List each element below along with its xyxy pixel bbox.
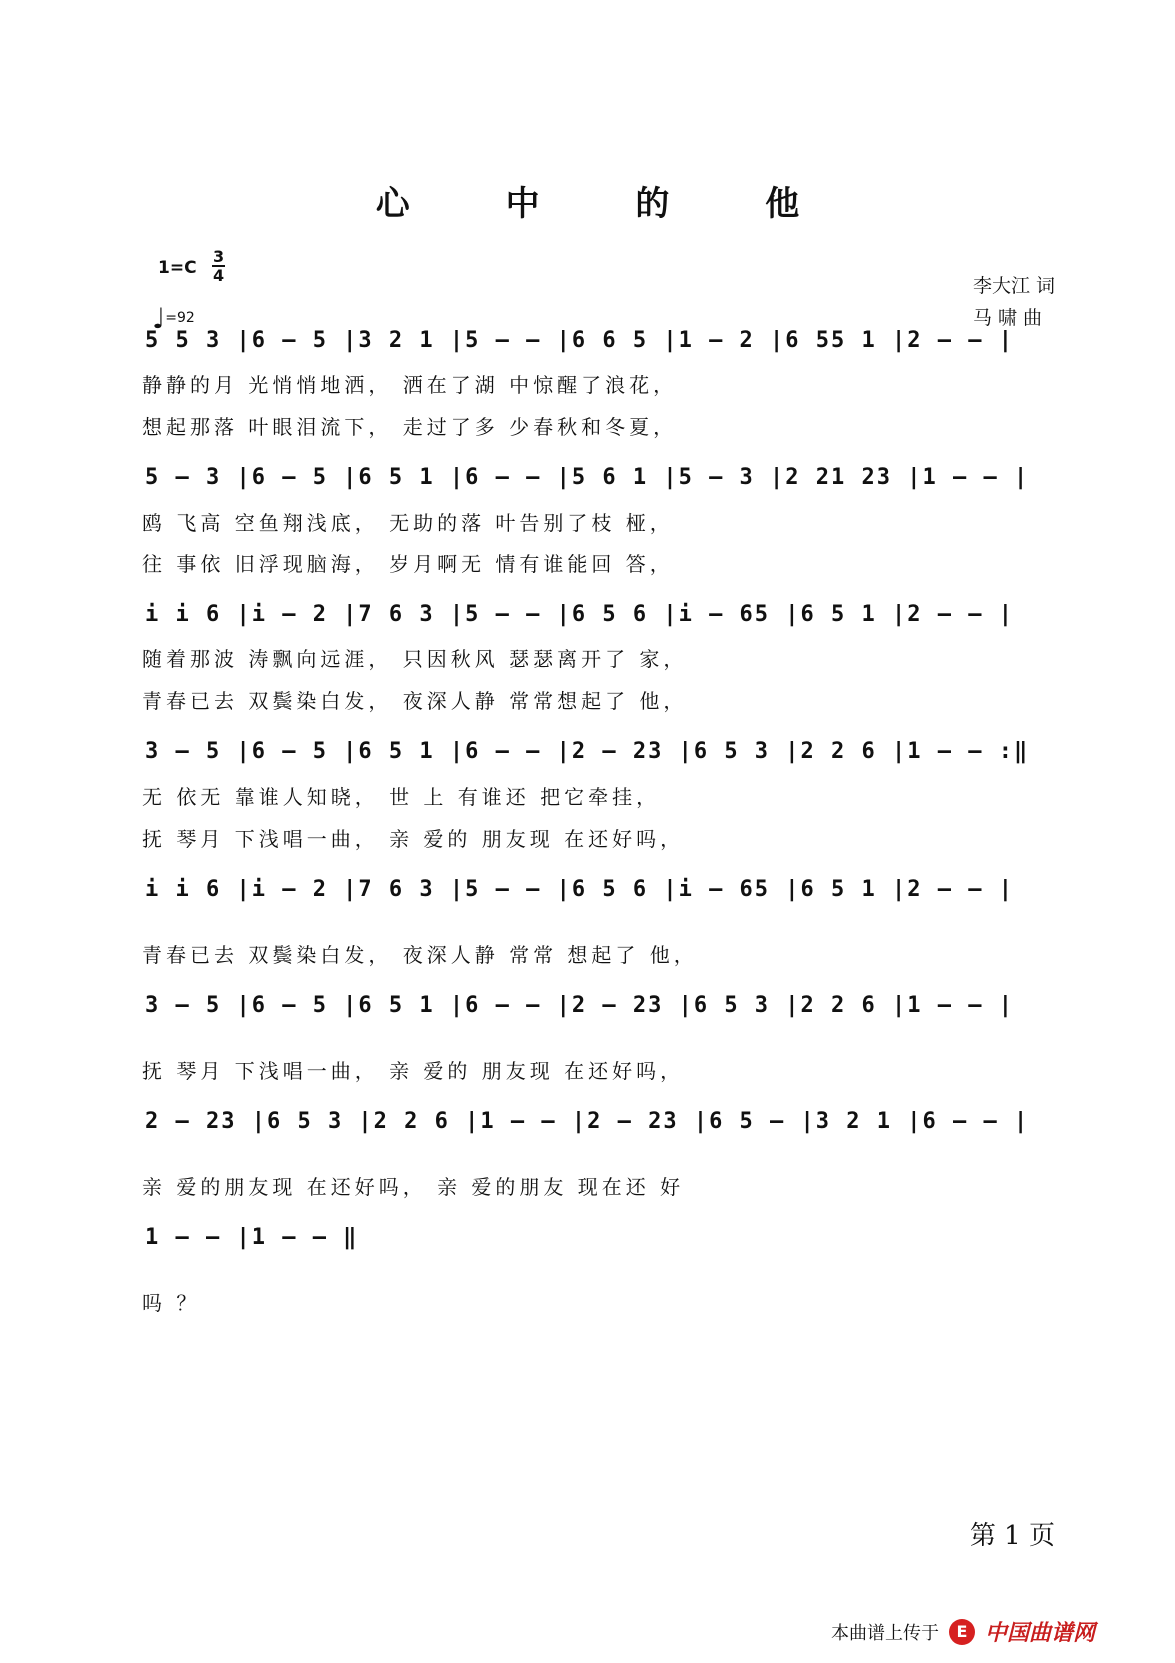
composer: 马 啸 曲 [972,307,1043,329]
notation-line: 3 – 5 |6 – 5 |6 5 1 |6 – – |2 – 23 |6 5 3 |2 2 6 |1 – – :‖ [145,739,1030,764]
time-signature-bottom: 4 [213,266,225,285]
lyric-line: 静静的月 光悄悄地洒， 洒在了湖 中惊醒了浪花， [142,373,678,397]
page-number: 第 1 页 [969,1521,1055,1551]
site-logo-text: 中国曲谱网 [984,1621,1095,1646]
tempo-value: =92 [165,310,195,326]
lyric-line: 抚 琴月 下浅唱一曲， 亲 爱的 朋友现 在还好吗， [142,827,685,851]
lyric-line: 无 依无 靠谁人知晓， 世 上 有谁还 把它牵挂， [142,785,661,809]
lyric-line: 随着那波 涛飘向远涯， 只因秋风 瑟瑟离开了 家， [142,647,688,671]
lyric-line: 抚 琴月 下浅唱一曲， 亲 爱的 朋友现 在还好吗， [142,1059,685,1083]
time-signature-top: 3 [213,247,225,266]
notation-line: i i 6 |i – 2 |7 6 3 |5 – – |6 5 6 |i – 65 |6 5 1 |2 – – | [145,602,1014,627]
notation-line: 2 – 23 |6 5 3 |2 2 6 |1 – – |2 – 23 |6 5 – |3 2 1 |6 – – | [145,1109,1030,1134]
quarter-note-icon: ♩ [152,302,166,335]
notation-line: 3 – 5 |6 – 5 |6 5 1 |6 – – |2 – 23 |6 5 3 |2 2 6 |1 – – | [145,993,1014,1018]
lyric-line: 青春已去 双鬓染白发， 夜深人静 常常 想起了 他， [142,943,698,967]
lyric-line: 吗 ？ [142,1291,201,1315]
notation-line: 5 5 3 |6 – 5 |3 2 1 |5 – – |6 6 5 |1 – 2 |6 55 1 |2 – – | [145,328,1014,353]
lyricist: 李大江 词 [972,275,1055,297]
song-title: 心 中 的 他 [375,184,842,224]
lyric-line: 青春已去 双鬓染白发， 夜深人静 常常想起了 他， [142,689,688,713]
lyric-line: 想起那落 叶眼泪流下， 走过了多 少春秋和冬夏， [142,415,678,439]
lyric-line: 鸥 飞高 空鱼翔浅底， 无助的落 叶告别了枝 桠， [142,511,674,535]
notation-line: 1 – – |1 – – ‖ [145,1225,359,1250]
notation-line: 5 – 3 |6 – 5 |6 5 1 |6 – – |5 6 1 |5 – 3 |2 21 23 |1 – – | [145,465,1030,490]
site-logo-icon: E [949,1619,975,1645]
site-footer [831,1616,1095,1647]
lyric-line: 亲 爱的朋友现 在还好吗， 亲 爱的朋友 现在还 好 [142,1175,685,1199]
credits [973,270,1055,334]
upload-text: 本曲谱上传于 [830,1622,939,1644]
time-signature [212,248,225,284]
key-signature: 1=C [158,258,197,278]
notation-line: i i 6 |i – 2 |7 6 3 |5 – – |6 5 6 |i – 65 |6 5 1 |2 – – | [145,877,1014,902]
lyric-line: 往 事依 旧浮现脑海， 岁月啊无 情有谁能回 答， [142,552,674,576]
